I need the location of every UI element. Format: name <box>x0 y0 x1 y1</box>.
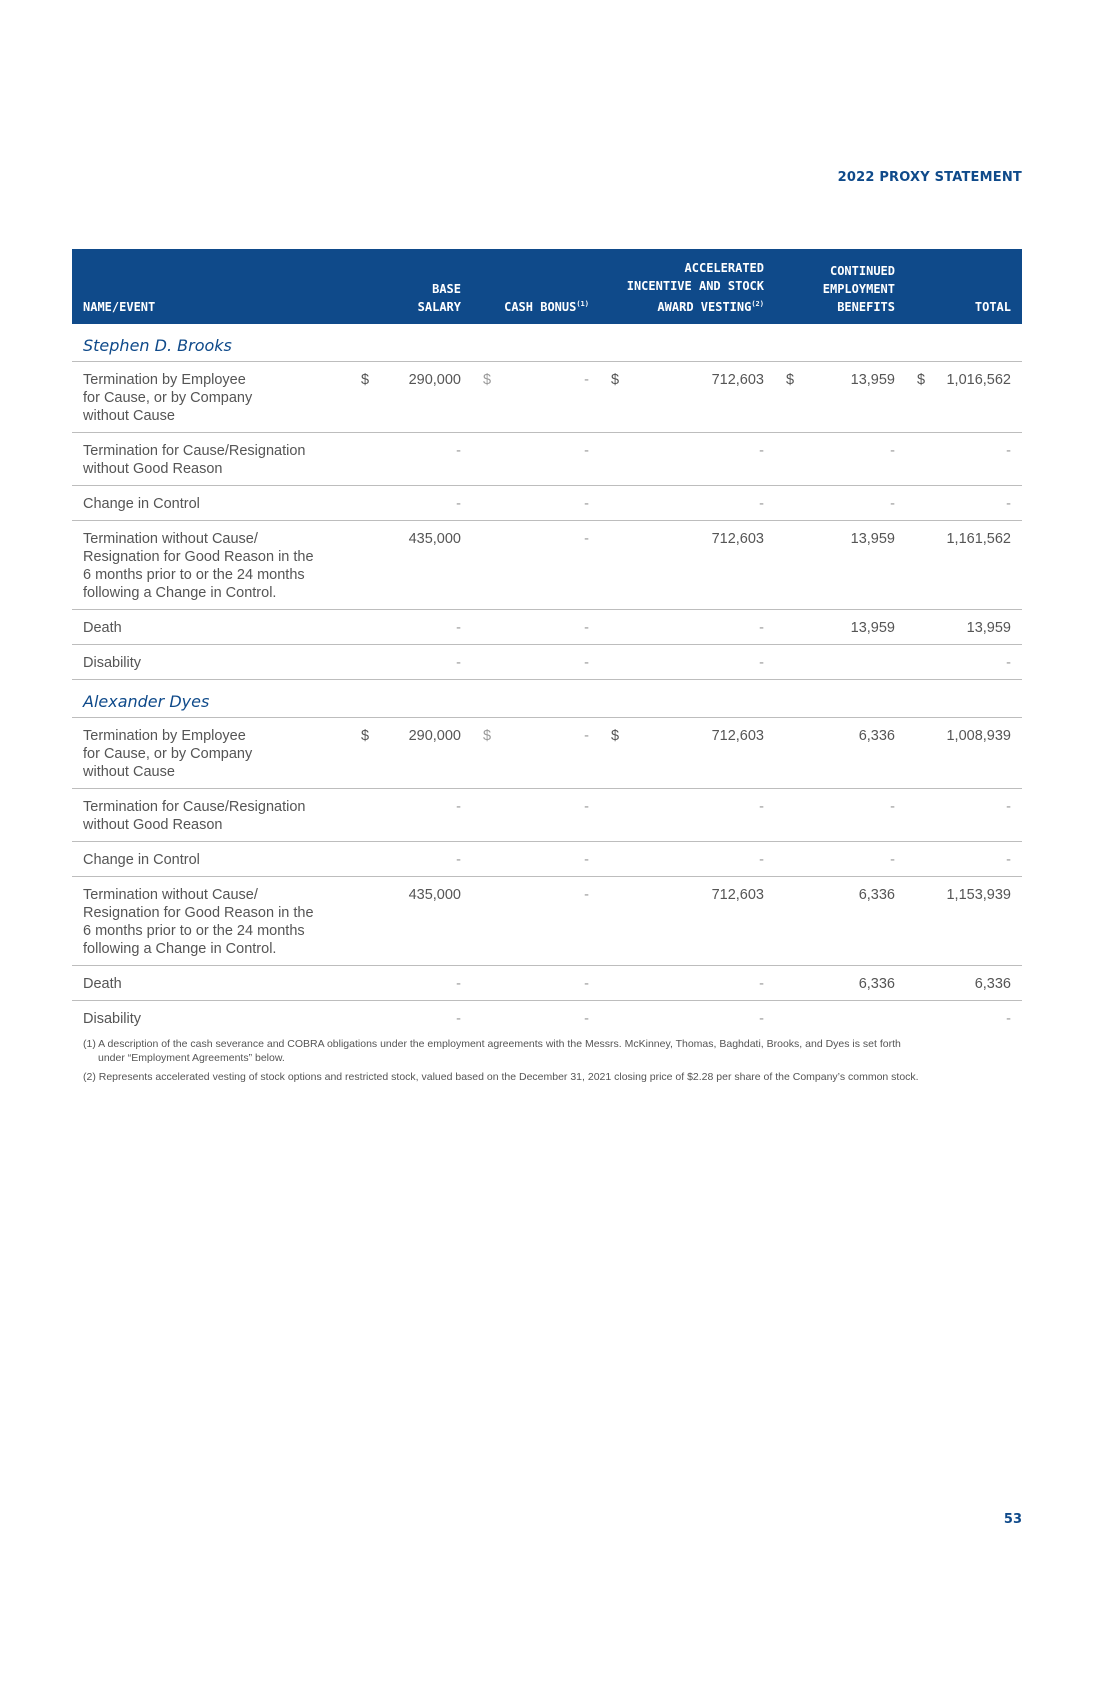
event-cell: Change in Control <box>72 486 350 521</box>
base-salary-value: - <box>456 443 461 459</box>
cash-bonus-cell <box>472 610 600 645</box>
cash-bonus-value: - <box>584 443 589 459</box>
footnotes <box>83 1037 1023 1089</box>
total-cell <box>906 433 1022 486</box>
base-salary-cell <box>350 877 472 966</box>
accelerated-vesting-value: 712,603 <box>711 531 764 547</box>
termination-payments-table <box>72 249 1022 1035</box>
base-salary-value: - <box>456 496 461 512</box>
continued-benefits-cell <box>775 486 906 521</box>
continued-benefits-value: 6,336 <box>858 728 895 744</box>
base-salary-value: 435,000 <box>408 887 461 903</box>
base-salary-cell <box>350 966 472 1001</box>
base-salary-cell <box>350 645 472 680</box>
base-salary-value: 290,000 <box>408 728 461 744</box>
event-cell: Disability <box>83 1011 142 1027</box>
cash-bonus-value: - <box>584 976 589 992</box>
table-row <box>72 1001 1022 1036</box>
accelerated-vesting-cell <box>600 610 775 645</box>
currency-symbol: $ <box>483 728 492 744</box>
footnote-2-line1: (2) Represents accelerated vesting of stock options and restricted stock, valued based on the December 31, 2021 closing price of $2.28 per share of the Company’s common stock. <box>83 1071 919 1083</box>
col-header-accelerated-label: ACCELERATED INCENTIVE AND STOCK AWARD VESTING <box>626 261 764 314</box>
event-cell: Change in Control <box>72 842 350 877</box>
accelerated-vesting-value: - <box>759 799 764 815</box>
cash-bonus-cell <box>472 645 600 680</box>
base-salary-value: - <box>456 976 461 992</box>
cash-bonus-cell <box>472 362 600 433</box>
accelerated-vesting-cell <box>600 486 775 521</box>
table-row <box>72 877 1022 966</box>
cash-bonus-value: - <box>584 496 589 512</box>
total-cell <box>906 362 1022 433</box>
total-value: 1,153,939 <box>946 887 1011 903</box>
cash-bonus-value: - <box>584 799 589 815</box>
currency-symbol: $ <box>786 372 795 388</box>
cash-bonus-cell <box>472 966 600 1001</box>
total-value: 1,008,939 <box>946 728 1011 744</box>
continued-benefits-cell <box>775 842 906 877</box>
cash-bonus-value: - <box>584 887 589 903</box>
base-salary-value: 290,000 <box>408 372 461 388</box>
page-number: 53 <box>1003 1512 1022 1527</box>
accelerated-vesting-cell <box>600 877 775 966</box>
table-header-row <box>72 249 1022 324</box>
col-header-cash-bonus-label: CASH BONUS <box>504 300 577 314</box>
continued-benefits-value: - <box>890 443 895 459</box>
accelerated-vesting-value: - <box>759 620 764 636</box>
continued-benefits-cell <box>775 1001 906 1036</box>
table-row <box>72 521 1022 610</box>
accelerated-vesting-value: - <box>759 443 764 459</box>
cash-bonus-value: - <box>584 728 589 744</box>
accelerated-vesting-value: 712,603 <box>711 728 764 744</box>
cash-bonus-cell <box>472 1001 600 1036</box>
section-row <box>72 324 1022 362</box>
accelerated-vesting-value: - <box>759 655 764 671</box>
total-cell <box>906 877 1022 966</box>
continued-benefits-value: 6,336 <box>858 976 895 992</box>
base-salary-value: - <box>456 620 461 636</box>
continued-benefits-value: - <box>890 799 895 815</box>
footnote-2 <box>83 1070 1023 1084</box>
accelerated-vesting-value: - <box>759 976 764 992</box>
total-value: - <box>1006 443 1011 459</box>
continued-benefits-value: - <box>890 852 895 868</box>
total-value: - <box>1006 655 1011 671</box>
footnote-1-line1: (1) A description of the cash severance and COBRA obligations under the employment agreements with the Messrs. McKinney, Thomas, Baghdati, Brooks, and Dyes is set forth <box>83 1038 901 1050</box>
total-cell <box>906 521 1022 610</box>
event-cell: Death <box>72 610 350 645</box>
col-header-total: TOTAL <box>974 300 1011 314</box>
continued-benefits-cell <box>775 433 906 486</box>
section-row <box>72 680 1022 718</box>
accelerated-vesting-cell <box>600 433 775 486</box>
accelerated-vesting-value: 712,603 <box>711 372 764 388</box>
table-row <box>72 433 1022 486</box>
event-cell: Termination by Employee for Cause, or by Company without Cause <box>72 718 350 789</box>
event-cell: Termination without Cause/ Resignation for Good Reason in the 6 months prior to or the 24 months following a Change in Control. <box>72 521 350 610</box>
continued-benefits-cell <box>775 966 906 1001</box>
total-cell <box>906 1001 1022 1036</box>
accelerated-vesting-cell <box>600 1001 775 1036</box>
currency-symbol: $ <box>483 372 492 388</box>
total-value: 13,959 <box>966 620 1011 636</box>
total-value: 6,336 <box>974 976 1011 992</box>
accelerated-vesting-cell <box>600 966 775 1001</box>
accelerated-vesting-cell <box>600 789 775 842</box>
cash-bonus-cell <box>472 842 600 877</box>
table-body <box>72 324 1022 1035</box>
continued-benefits-cell <box>775 877 906 966</box>
total-cell <box>906 718 1022 789</box>
cash-bonus-value: - <box>584 852 589 868</box>
table-row <box>72 610 1022 645</box>
table-row <box>72 486 1022 521</box>
currency-symbol: $ <box>611 728 620 744</box>
col-header-cash-bonus <box>472 249 600 324</box>
total-cell <box>906 486 1022 521</box>
base-salary-value: - <box>456 655 461 671</box>
col-header-base-salary: BASE SALARY <box>417 282 461 314</box>
event-cell: Death <box>72 966 350 1001</box>
base-salary-value: - <box>456 852 461 868</box>
table-row <box>72 966 1022 1001</box>
event-cell: Disability <box>72 645 350 680</box>
total-cell <box>906 610 1022 645</box>
cash-bonus-cell <box>472 718 600 789</box>
cash-bonus-value: - <box>584 1011 589 1027</box>
base-salary-cell <box>350 610 472 645</box>
total-cell <box>906 789 1022 842</box>
currency-symbol: $ <box>917 372 926 388</box>
total-value: - <box>1006 1011 1011 1027</box>
cash-bonus-value: - <box>584 531 589 547</box>
currency-symbol: $ <box>361 372 370 388</box>
cash-bonus-value: - <box>584 372 589 388</box>
continued-benefits-cell <box>775 645 906 680</box>
footnote-ref-2: (2) <box>751 300 764 308</box>
event-cell: Termination for Cause/Resignation without Good Reason <box>72 433 350 486</box>
event-cell: Termination for Cause/Resignation without Good Reason <box>72 789 350 842</box>
table-row <box>72 645 1022 680</box>
continued-benefits-cell <box>775 521 906 610</box>
accelerated-vesting-value: - <box>759 496 764 512</box>
total-cell <box>906 966 1022 1001</box>
base-salary-value: 435,000 <box>408 531 461 547</box>
accelerated-vesting-cell <box>600 842 775 877</box>
continued-benefits-value: - <box>890 496 895 512</box>
continued-benefits-value: 13,959 <box>850 620 895 636</box>
cash-bonus-value: - <box>584 620 589 636</box>
footnote-ref-1: (1) <box>576 300 589 308</box>
page-header-label: 2022 PROXY STATEMENT <box>837 170 1022 185</box>
base-salary-cell <box>350 521 472 610</box>
total-cell <box>906 645 1022 680</box>
total-value: - <box>1006 496 1011 512</box>
table-row <box>72 842 1022 877</box>
table-row <box>72 362 1022 433</box>
total-value: - <box>1006 852 1011 868</box>
col-header-continued-benefits: CONTINUED EMPLOYMENT BENEFITS <box>822 264 895 314</box>
continued-benefits-cell <box>775 362 906 433</box>
accelerated-vesting-cell <box>600 362 775 433</box>
continued-benefits-cell <box>775 610 906 645</box>
executive-name: Alexander Dyes <box>72 680 1022 718</box>
cash-bonus-cell <box>472 486 600 521</box>
cash-bonus-cell <box>472 789 600 842</box>
accelerated-vesting-value: 712,603 <box>711 887 764 903</box>
accelerated-vesting-cell <box>600 645 775 680</box>
currency-symbol: $ <box>361 728 370 744</box>
total-value: 1,016,562 <box>946 372 1011 388</box>
cash-bonus-cell <box>472 521 600 610</box>
base-salary-cell <box>350 433 472 486</box>
total-cell <box>906 842 1022 877</box>
continued-benefits-value: 13,959 <box>850 531 895 547</box>
cash-bonus-cell <box>472 433 600 486</box>
accelerated-vesting-value: - <box>759 852 764 868</box>
table-row <box>72 789 1022 842</box>
cash-bonus-cell <box>472 877 600 966</box>
executive-name: Stephen D. Brooks <box>72 324 1022 362</box>
continued-benefits-cell <box>775 718 906 789</box>
col-header-accelerated-vesting <box>600 249 775 324</box>
cash-bonus-value: - <box>584 655 589 671</box>
event-cell: Termination without Cause/ Resignation for Good Reason in the 6 months prior to or the 24 months following a Change in Control. <box>72 877 350 966</box>
footnote-1-line2: under “Employment Agreements” below. <box>98 1052 285 1064</box>
accelerated-vesting-cell <box>600 521 775 610</box>
base-salary-cell <box>350 362 472 433</box>
base-salary-cell <box>350 486 472 521</box>
footnote-1 <box>83 1037 1023 1065</box>
base-salary-value: - <box>456 799 461 815</box>
total-value: - <box>1006 799 1011 815</box>
continued-benefits-value: 13,959 <box>850 372 895 388</box>
continued-benefits-cell <box>775 789 906 842</box>
accelerated-vesting-cell <box>600 718 775 789</box>
continued-benefits-value: 6,336 <box>858 887 895 903</box>
table-row <box>72 718 1022 789</box>
base-salary-cell <box>350 842 472 877</box>
total-value: 1,161,562 <box>946 531 1011 547</box>
accelerated-vesting-value: - <box>759 1011 764 1027</box>
col-header-name-event: NAME/EVENT <box>83 300 156 314</box>
event-cell: Termination by Employee for Cause, or by Company without Cause <box>72 362 350 433</box>
base-salary-cell <box>350 1001 472 1036</box>
base-salary-value: - <box>456 1011 461 1027</box>
base-salary-cell <box>350 789 472 842</box>
base-salary-cell <box>350 718 472 789</box>
currency-symbol: $ <box>611 372 620 388</box>
